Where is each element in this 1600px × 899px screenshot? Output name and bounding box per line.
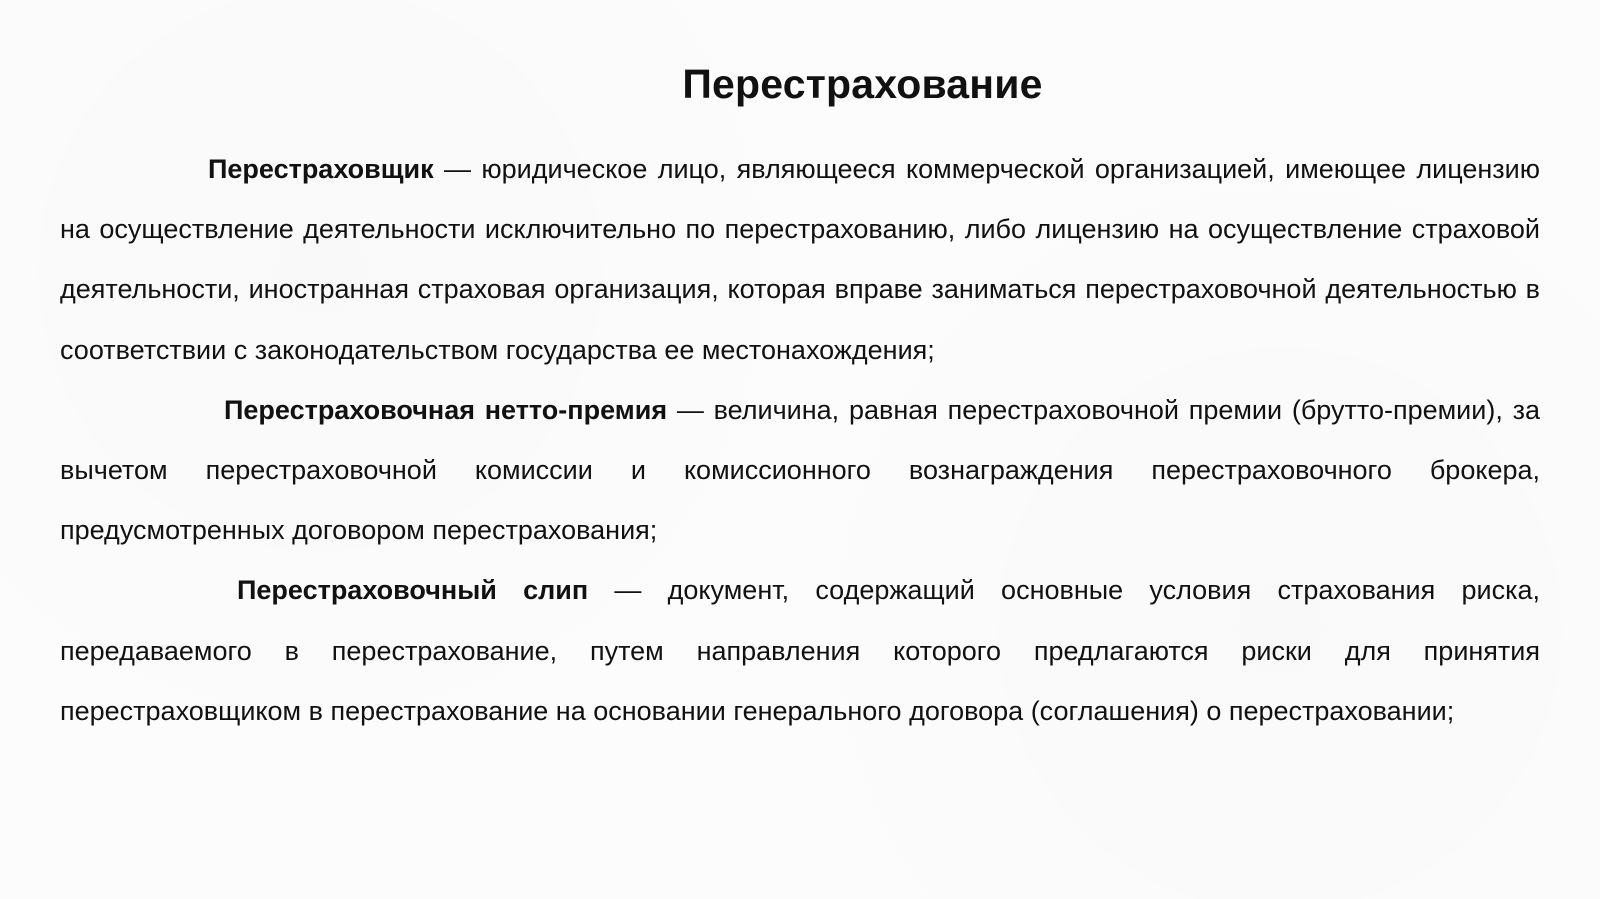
definition-text: — юридическое лицо, являющееся коммерческой организацией, имеющее лицензию на осуществление деятельности исключительно по перестрахованию, либо лицензию на осуществление страховой деятельности, иностранная страховая организация, которая вправе заниматься перестраховочной деятельностью в соответствии с законодательством государства ее местонахождения; xyxy=(60,154,1540,365)
definition-term: Перестраховочный слип xyxy=(237,575,589,606)
definition-text: — величина, равная перестраховочной премии (брутто-премии), за вычетом перестраховочной комиссии и комиссионного вознаграждения перестраховочного брокера, предусмотренных договором перестрахования; xyxy=(60,394,1540,546)
definition-reinsurer xyxy=(60,139,1540,380)
definition-net-premium xyxy=(60,380,1540,561)
slide-title: Перестрахование xyxy=(682,61,1043,107)
definition-term: Перестраховочная нетто-премия xyxy=(224,394,668,425)
definitions-list xyxy=(60,139,1540,741)
definition-text: — документ, содержащий основные условия страхования риска, передаваемого в перестрахование, путем направления которого предлагаются риски для принятия перестраховщиком в перестрахование на основании генерального договора (соглашения) о перестраховании; xyxy=(60,575,1541,726)
definition-slip xyxy=(60,560,1540,741)
definition-term: Перестраховщик xyxy=(208,154,434,184)
